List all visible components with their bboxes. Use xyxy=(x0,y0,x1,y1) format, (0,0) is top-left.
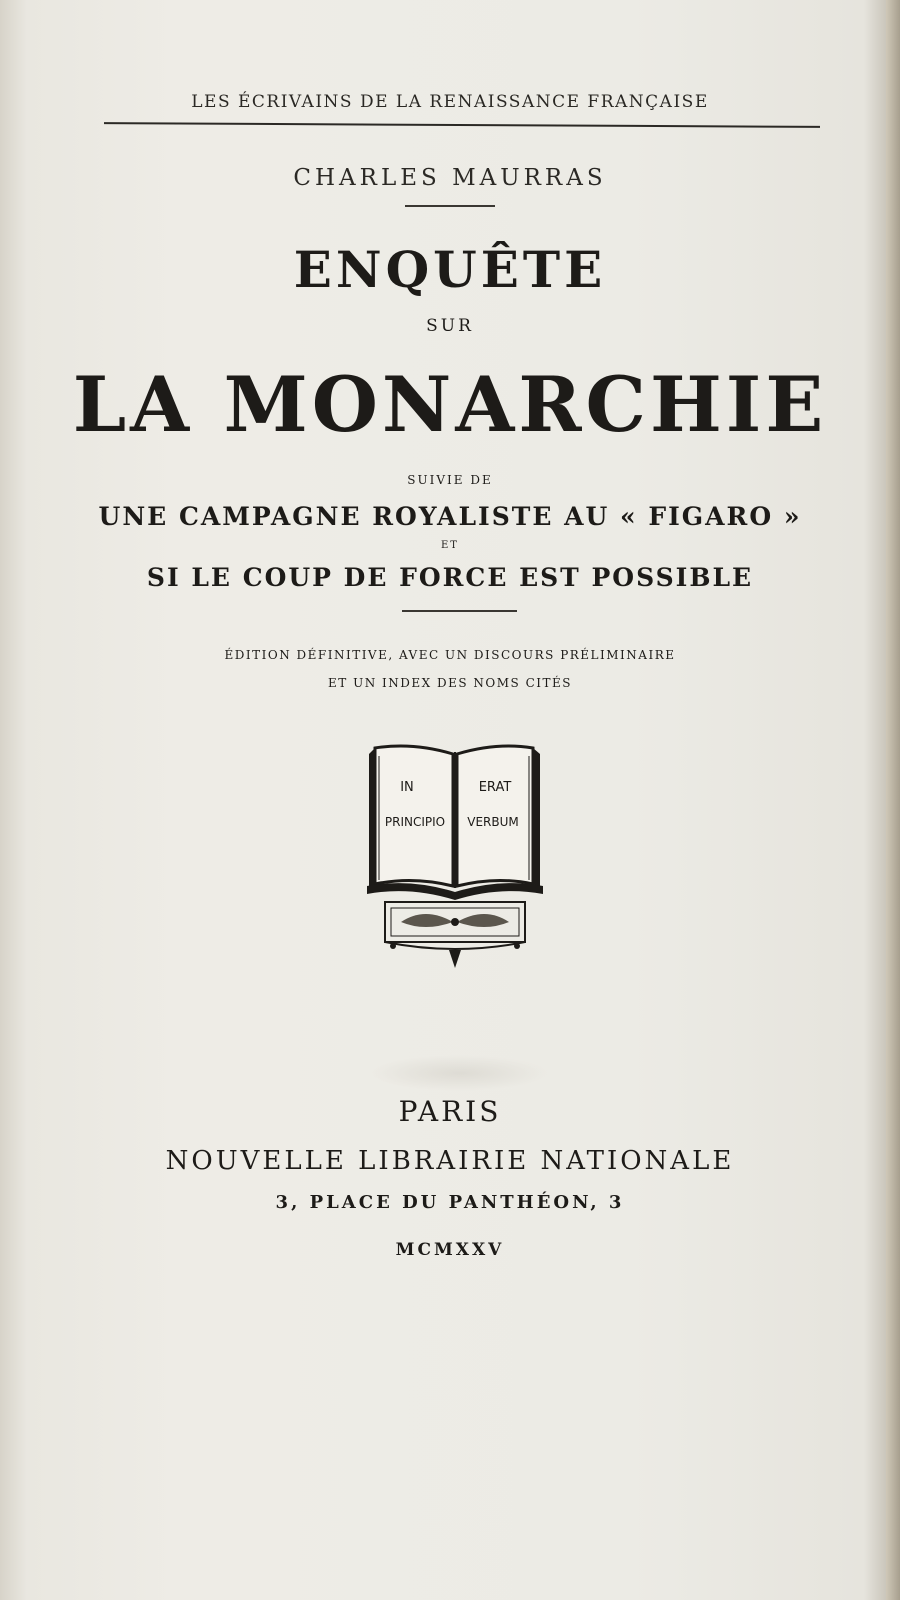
author-divider xyxy=(405,205,495,207)
subtitle-2: SI LE COUP DE FORCE EST POSSIBLE xyxy=(146,563,754,592)
title-line-2: LA MONARCHIE xyxy=(72,360,828,449)
show-through-stain xyxy=(370,1055,550,1091)
suivie-de: SUIVIE DE xyxy=(407,473,493,487)
index-note: ET UN INDEX DES NOMS CITÉS xyxy=(328,676,572,690)
title-line-1: ENQUÊTE xyxy=(293,240,607,299)
subtitle-1: UNE CAMPAGNE ROYALISTE AU « FIGARO » xyxy=(98,502,802,531)
series-rule xyxy=(104,122,820,128)
author-name: CHARLES MAURRAS xyxy=(293,165,607,191)
series-title: LES ÉCRIVAINS DE LA RENAISSANCE FRANÇAISE xyxy=(191,92,709,112)
imprint-address: 3, PLACE DU PANTHÉON, 3 xyxy=(275,1192,625,1213)
emblem-text-erat: ERAT xyxy=(478,780,512,795)
imprint-publisher: NOUVELLE LIBRAIRIE NATIONALE xyxy=(165,1146,735,1176)
edition-note: ÉDITION DÉFINITIVE, AVEC UN DISCOURS PRÉLIMINAIRE xyxy=(224,648,676,662)
emblem-text-principio: PRINCIPIO xyxy=(384,815,446,829)
emblem-text-in: IN xyxy=(400,780,414,795)
imprint-year: MCMXXV xyxy=(395,1240,505,1260)
imprint-city: PARIS xyxy=(398,1095,502,1128)
open-book-emblem xyxy=(365,736,545,986)
title-connector: SUR xyxy=(426,316,474,336)
subtitle-divider xyxy=(402,610,517,612)
conjunction: ET xyxy=(441,540,459,551)
emblem-text-verbum: VERBUM xyxy=(467,815,519,829)
